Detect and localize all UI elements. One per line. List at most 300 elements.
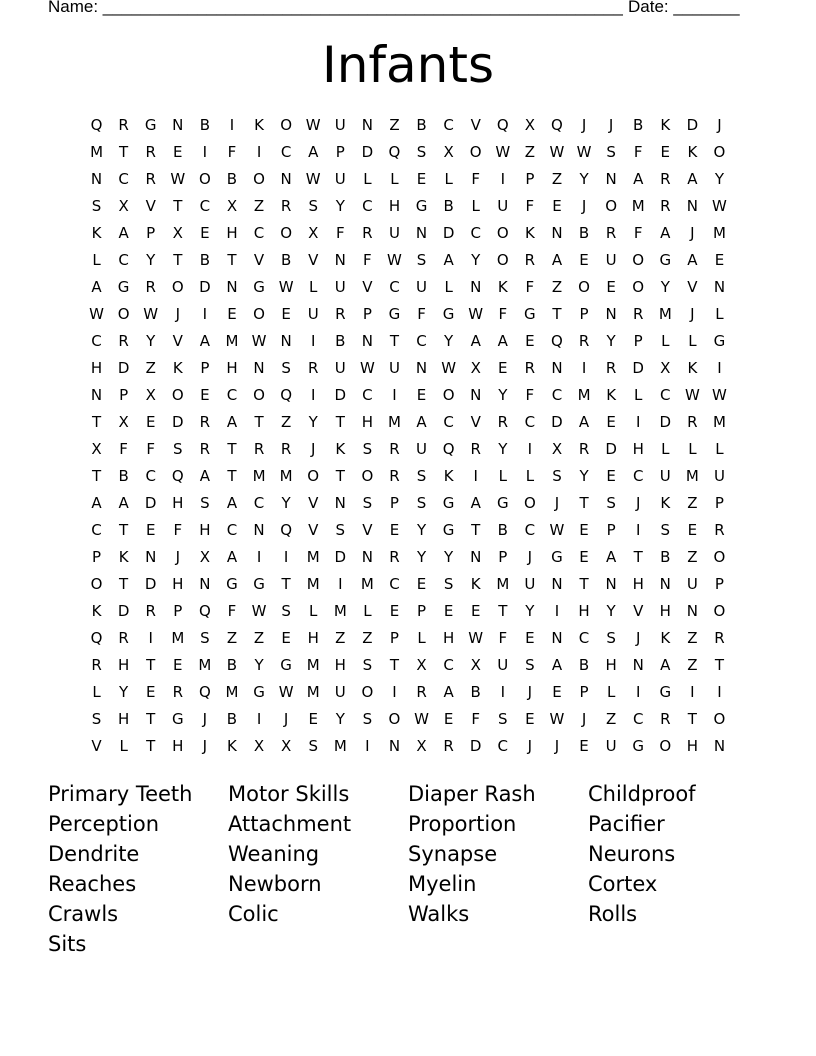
grid-letter[interactable]: L <box>715 304 724 323</box>
grid-letter[interactable]: N <box>686 196 698 215</box>
grid-letter[interactable]: E <box>173 655 183 674</box>
grid-letter[interactable]: E <box>173 142 183 161</box>
grid-letter[interactable]: R <box>280 196 292 215</box>
grid-letter[interactable]: N <box>470 547 482 566</box>
grid-letter[interactable]: Q <box>496 115 509 134</box>
grid-letter[interactable]: O <box>361 682 374 701</box>
grid-letter[interactable]: Y <box>146 250 156 269</box>
grid-letter[interactable]: V <box>362 520 373 539</box>
grid-letter[interactable]: A <box>443 682 454 701</box>
grid-letter[interactable]: C <box>145 466 156 485</box>
grid-letter[interactable]: S <box>91 196 102 215</box>
grid-letter[interactable]: G <box>388 304 401 323</box>
grid-letter[interactable]: T <box>389 331 400 350</box>
grid-letter[interactable]: I <box>690 682 695 701</box>
grid-letter[interactable]: R <box>172 682 183 701</box>
grid-letter[interactable]: O <box>253 385 265 404</box>
grid-letter[interactable]: X <box>443 142 454 161</box>
grid-letter[interactable]: J <box>283 709 289 728</box>
grid-letter[interactable]: F <box>335 223 345 242</box>
grid-letter[interactable]: F <box>417 304 426 323</box>
grid-letter[interactable]: Q <box>551 331 563 350</box>
grid-letter[interactable]: X <box>118 196 129 215</box>
grid-letter[interactable]: P <box>498 547 508 566</box>
grid-letter[interactable]: M <box>360 574 374 593</box>
grid-letter[interactable]: C <box>280 142 292 161</box>
grid-letter[interactable]: E <box>579 520 589 539</box>
grid-letter[interactable]: E <box>552 196 562 215</box>
grid-letter[interactable]: L <box>363 169 372 188</box>
grid-letter[interactable]: R <box>578 331 590 350</box>
grid-letter[interactable]: R <box>145 142 156 161</box>
grid-letter[interactable]: R <box>389 439 400 458</box>
grid-letter[interactable]: W <box>278 277 294 296</box>
grid-letter[interactable]: R <box>118 628 129 647</box>
grid-letter[interactable]: U <box>605 736 617 755</box>
grid-letter[interactable]: M <box>252 466 266 485</box>
grid-letter[interactable]: L <box>688 331 697 350</box>
grid-letter[interactable]: B <box>633 115 644 134</box>
grid-letter[interactable]: W <box>495 142 511 161</box>
grid-letter[interactable]: H <box>199 520 211 539</box>
grid-letter[interactable]: Z <box>687 628 698 647</box>
grid-letter[interactable]: C <box>632 466 644 485</box>
grid-letter[interactable]: T <box>471 520 481 539</box>
grid-letter[interactable]: W <box>441 358 457 377</box>
grid-letter[interactable]: H <box>117 655 130 674</box>
grid-letter[interactable]: R <box>524 250 536 269</box>
grid-letter[interactable]: D <box>659 412 672 431</box>
grid-letter[interactable]: V <box>308 493 319 512</box>
grid-letter[interactable]: Y <box>714 169 725 188</box>
grid-letter[interactable]: C <box>253 493 265 512</box>
grid-letter[interactable]: O <box>713 142 726 161</box>
grid-letter[interactable]: A <box>91 493 102 512</box>
grid-letter[interactable]: T <box>173 250 183 269</box>
grid-letter[interactable]: K <box>470 574 481 593</box>
grid-letter[interactable]: B <box>335 331 346 350</box>
grid-letter[interactable]: M <box>712 223 726 242</box>
grid-letter[interactable]: S <box>525 655 535 674</box>
grid-letter[interactable]: G <box>496 493 509 512</box>
grid-letter[interactable]: G <box>659 250 672 269</box>
grid-letter[interactable]: N <box>226 277 238 296</box>
grid-letter[interactable]: V <box>145 196 156 215</box>
grid-letter[interactable]: B <box>660 547 671 566</box>
grid-letter[interactable]: G <box>253 574 265 593</box>
grid-letter[interactable]: L <box>444 277 453 296</box>
grid-letter[interactable]: G <box>144 115 157 134</box>
grid-letter[interactable]: Z <box>551 277 563 296</box>
grid-letter[interactable]: B <box>280 250 292 269</box>
grid-letter[interactable]: A <box>199 331 210 350</box>
grid-letter[interactable]: N <box>145 547 157 566</box>
grid-letter[interactable]: E <box>227 304 237 323</box>
grid-letter[interactable]: F <box>227 601 237 620</box>
grid-letter[interactable]: G <box>415 196 428 215</box>
grid-letter[interactable]: K <box>497 277 508 296</box>
grid-letter[interactable]: T <box>91 412 102 431</box>
grid-letter[interactable]: E <box>389 601 400 620</box>
grid-letter[interactable]: Y <box>579 169 589 188</box>
grid-letter[interactable]: L <box>688 439 697 458</box>
grid-letter[interactable]: A <box>226 547 238 566</box>
grid-letter[interactable]: K <box>227 736 237 755</box>
grid-letter[interactable]: I <box>256 547 262 566</box>
grid-letter[interactable]: J <box>527 682 533 701</box>
grid-letter[interactable]: I <box>500 682 505 701</box>
grid-letter[interactable]: E <box>552 682 562 701</box>
grid-letter[interactable]: R <box>605 358 617 377</box>
grid-letter[interactable]: W <box>549 142 565 161</box>
grid-letter[interactable]: J <box>690 304 695 323</box>
grid-letter[interactable]: O <box>605 196 618 215</box>
grid-letter[interactable]: G <box>171 709 184 728</box>
grid-letter[interactable]: Q <box>551 115 563 134</box>
grid-letter[interactable]: B <box>578 223 590 242</box>
grid-letter[interactable]: X <box>416 655 427 674</box>
grid-letter[interactable]: X <box>91 439 102 458</box>
grid-letter[interactable]: H <box>605 655 617 674</box>
grid-letter[interactable]: N <box>470 277 482 296</box>
grid-letter[interactable]: Q <box>90 628 103 647</box>
grid-letter[interactable]: G <box>280 655 292 674</box>
grid-letter[interactable]: X <box>416 736 427 755</box>
grid-letter[interactable]: A <box>118 223 129 242</box>
grid-letter[interactable]: E <box>606 466 616 485</box>
grid-letter[interactable]: W <box>576 142 592 161</box>
grid-letter[interactable]: J <box>527 736 533 755</box>
grid-letter[interactable]: W <box>305 169 321 188</box>
grid-letter[interactable]: W <box>89 304 104 323</box>
grid-letter[interactable]: N <box>686 601 698 620</box>
grid-letter[interactable]: J <box>202 709 208 728</box>
grid-letter[interactable]: P <box>525 169 535 188</box>
grid-letter[interactable]: U <box>659 466 671 485</box>
grid-letter[interactable]: A <box>226 412 238 431</box>
grid-letter[interactable]: A <box>416 412 427 431</box>
grid-letter[interactable]: E <box>281 628 291 647</box>
grid-letter[interactable]: R <box>118 115 129 134</box>
grid-letter[interactable]: M <box>306 655 320 674</box>
grid-letter[interactable]: N <box>470 385 482 404</box>
grid-letter[interactable]: C <box>524 520 536 539</box>
grid-letter[interactable]: U <box>713 466 725 485</box>
grid-letter[interactable]: H <box>578 601 590 620</box>
grid-letter[interactable]: B <box>118 466 129 485</box>
grid-letter[interactable]: L <box>634 385 643 404</box>
grid-letter[interactable]: L <box>119 736 128 755</box>
grid-letter[interactable]: J <box>635 628 641 647</box>
grid-letter[interactable]: S <box>200 628 210 647</box>
grid-letter[interactable]: M <box>631 196 645 215</box>
grid-letter[interactable]: T <box>119 142 129 161</box>
grid-letter[interactable]: I <box>392 385 397 404</box>
grid-letter[interactable]: R <box>632 304 644 323</box>
grid-letter[interactable]: N <box>253 358 265 377</box>
grid-letter[interactable]: K <box>172 358 183 377</box>
grid-letter[interactable]: T <box>579 574 589 593</box>
grid-letter[interactable]: F <box>525 277 535 296</box>
grid-letter[interactable]: Y <box>281 493 291 512</box>
grid-letter[interactable]: M <box>333 601 347 620</box>
grid-letter[interactable]: E <box>606 412 616 431</box>
grid-letter[interactable]: O <box>307 466 320 485</box>
grid-letter[interactable]: A <box>551 655 563 674</box>
grid-letter[interactable]: K <box>524 223 535 242</box>
grid-letter[interactable]: C <box>524 412 536 431</box>
grid-letter[interactable]: Q <box>198 601 211 620</box>
grid-letter[interactable]: M <box>306 682 320 701</box>
grid-letter[interactable]: J <box>310 439 316 458</box>
grid-letter[interactable]: Z <box>524 142 535 161</box>
grid-letter[interactable]: X <box>172 223 183 242</box>
grid-letter[interactable]: X <box>470 655 481 674</box>
grid-letter[interactable]: O <box>496 223 509 242</box>
grid-letter[interactable]: I <box>635 682 641 701</box>
grid-letter[interactable]: K <box>118 547 129 566</box>
grid-letter[interactable]: O <box>713 709 726 728</box>
grid-letter[interactable]: P <box>200 358 210 377</box>
grid-letter[interactable]: P <box>633 331 643 350</box>
grid-letter[interactable]: M <box>279 466 293 485</box>
grid-letter[interactable]: J <box>202 736 208 755</box>
grid-letter[interactable]: H <box>442 628 455 647</box>
grid-letter[interactable]: A <box>633 169 644 188</box>
grid-letter[interactable]: B <box>578 655 590 674</box>
grid-letter[interactable]: L <box>715 439 724 458</box>
grid-letter[interactable]: I <box>365 736 370 755</box>
grid-letter[interactable]: P <box>389 628 399 647</box>
grid-letter[interactable]: T <box>579 493 589 512</box>
grid-letter[interactable]: Z <box>253 196 265 215</box>
grid-letter[interactable]: M <box>306 574 320 593</box>
grid-letter[interactable]: Z <box>253 628 265 647</box>
grid-letter[interactable]: G <box>253 682 265 701</box>
grid-letter[interactable]: H <box>361 412 373 431</box>
grid-letter[interactable]: K <box>660 628 671 647</box>
grid-letter[interactable]: M <box>333 736 347 755</box>
grid-letter[interactable]: X <box>308 223 319 242</box>
grid-letter[interactable]: M <box>658 304 672 323</box>
grid-letter[interactable]: W <box>468 628 484 647</box>
grid-letter[interactable]: D <box>199 277 211 296</box>
grid-letter[interactable]: R <box>660 169 671 188</box>
grid-letter[interactable]: R <box>145 277 156 296</box>
grid-letter[interactable]: V <box>253 250 265 269</box>
grid-letter[interactable]: K <box>606 385 617 404</box>
grid-letter[interactable]: A <box>118 493 129 512</box>
grid-letter[interactable]: X <box>551 439 563 458</box>
grid-letter[interactable]: I <box>256 709 262 728</box>
grid-letter[interactable]: E <box>687 520 698 539</box>
grid-letter[interactable]: M <box>712 412 726 431</box>
grid-letter[interactable]: T <box>281 574 291 593</box>
grid-letter[interactable]: T <box>254 412 264 431</box>
grid-letter[interactable]: C <box>389 574 400 593</box>
grid-letter[interactable]: Q <box>198 682 211 701</box>
grid-letter[interactable]: S <box>606 628 616 647</box>
grid-letter[interactable]: S <box>200 493 210 512</box>
grid-letter[interactable]: K <box>660 115 671 134</box>
grid-letter[interactable]: L <box>363 601 372 620</box>
grid-letter[interactable]: G <box>117 277 130 296</box>
grid-letter[interactable]: M <box>225 682 239 701</box>
grid-letter[interactable]: K <box>91 601 102 620</box>
grid-letter[interactable]: W <box>549 709 565 728</box>
grid-letter[interactable]: N <box>172 115 184 134</box>
grid-letter[interactable]: S <box>308 736 318 755</box>
grid-letter[interactable]: E <box>498 358 508 377</box>
grid-letter[interactable]: F <box>498 628 508 647</box>
grid-letter[interactable]: R <box>497 412 508 431</box>
grid-letter[interactable]: U <box>334 115 346 134</box>
grid-letter[interactable]: M <box>387 412 401 431</box>
grid-letter[interactable]: S <box>416 142 427 161</box>
grid-letter[interactable]: H <box>632 574 644 593</box>
grid-letter[interactable]: O <box>253 169 265 188</box>
grid-letter[interactable]: A <box>660 655 671 674</box>
grid-letter[interactable]: F <box>471 709 481 728</box>
grid-letter[interactable]: X <box>199 547 210 566</box>
grid-letter[interactable]: L <box>309 277 318 296</box>
grid-letter[interactable]: B <box>497 520 508 539</box>
grid-letter[interactable]: D <box>361 142 374 161</box>
grid-letter[interactable]: L <box>525 466 535 485</box>
grid-letter[interactable]: U <box>524 574 536 593</box>
grid-letter[interactable]: H <box>307 628 319 647</box>
grid-letter[interactable]: U <box>416 277 428 296</box>
grid-letter[interactable]: G <box>442 520 455 539</box>
grid-letter[interactable]: Z <box>687 655 698 674</box>
grid-letter[interactable]: N <box>605 304 617 323</box>
grid-letter[interactable]: E <box>443 709 454 728</box>
grid-letter[interactable]: S <box>308 196 318 215</box>
grid-letter[interactable]: V <box>91 736 102 755</box>
grid-letter[interactable]: R <box>335 304 346 323</box>
grid-letter[interactable]: O <box>632 277 645 296</box>
grid-letter[interactable]: E <box>443 601 454 620</box>
grid-letter[interactable]: W <box>549 520 565 539</box>
grid-letter[interactable]: S <box>606 493 616 512</box>
grid-letter[interactable]: Y <box>335 709 345 728</box>
grid-letter[interactable]: S <box>91 709 102 728</box>
grid-letter[interactable]: N <box>90 385 103 404</box>
grid-letter[interactable]: F <box>173 520 183 539</box>
grid-letter[interactable]: X <box>524 115 535 134</box>
grid-letter[interactable]: X <box>226 196 238 215</box>
grid-letter[interactable]: P <box>714 493 724 512</box>
grid-letter[interactable]: I <box>527 439 533 458</box>
grid-letter[interactable]: L <box>661 439 670 458</box>
grid-letter[interactable]: S <box>362 493 373 512</box>
grid-letter[interactable]: V <box>687 277 698 296</box>
grid-letter[interactable]: U <box>388 223 400 242</box>
grid-letter[interactable]: S <box>362 655 373 674</box>
grid-letter[interactable]: F <box>525 385 535 404</box>
grid-letter[interactable]: A <box>551 250 563 269</box>
grid-letter[interactable]: R <box>714 628 725 647</box>
grid-letter[interactable]: Y <box>308 412 318 431</box>
grid-letter[interactable]: K <box>254 115 264 134</box>
grid-letter[interactable]: O <box>171 277 184 296</box>
grid-letter[interactable]: O <box>713 601 726 620</box>
grid-letter[interactable]: C <box>91 520 102 539</box>
grid-letter[interactable]: T <box>389 655 400 674</box>
grid-letter[interactable]: B <box>199 115 211 134</box>
grid-letter[interactable]: W <box>359 358 375 377</box>
grid-letter[interactable]: I <box>256 142 262 161</box>
grid-letter[interactable]: A <box>443 250 454 269</box>
grid-letter[interactable]: C <box>226 520 238 539</box>
grid-letter[interactable]: T <box>146 736 156 755</box>
grid-letter[interactable]: E <box>579 736 589 755</box>
grid-letter[interactable]: I <box>581 358 587 377</box>
grid-letter[interactable]: L <box>661 331 670 350</box>
grid-letter[interactable]: A <box>199 466 210 485</box>
grid-letter[interactable]: G <box>713 331 726 350</box>
grid-letter[interactable]: N <box>253 520 265 539</box>
grid-letter[interactable]: N <box>280 169 292 188</box>
grid-letter[interactable]: M <box>198 655 212 674</box>
grid-letter[interactable]: F <box>363 250 372 269</box>
grid-letter[interactable]: L <box>92 250 101 269</box>
grid-letter[interactable]: R <box>362 223 373 242</box>
grid-letter[interactable]: B <box>226 655 238 674</box>
grid-letter[interactable]: E <box>416 574 427 593</box>
grid-letter[interactable]: G <box>551 547 563 566</box>
grid-letter[interactable]: A <box>226 493 238 512</box>
grid-letter[interactable]: M <box>225 331 239 350</box>
grid-letter[interactable]: N <box>551 223 563 242</box>
grid-letter[interactable]: C <box>199 196 211 215</box>
grid-letter[interactable]: O <box>496 250 509 269</box>
grid-letter[interactable]: X <box>660 358 671 377</box>
grid-letter[interactable]: I <box>310 331 316 350</box>
grid-letter[interactable]: J <box>175 547 180 566</box>
grid-letter[interactable]: O <box>713 547 726 566</box>
grid-letter[interactable]: X <box>470 358 481 377</box>
grid-letter[interactable]: B <box>199 250 211 269</box>
grid-letter[interactable]: Q <box>90 115 103 134</box>
grid-letter[interactable]: C <box>551 385 563 404</box>
grid-letter[interactable]: C <box>362 196 373 215</box>
grid-letter[interactable]: Y <box>471 250 481 269</box>
grid-letter[interactable]: S <box>416 493 427 512</box>
grid-letter[interactable]: N <box>551 628 563 647</box>
grid-letter[interactable]: S <box>552 466 562 485</box>
grid-letter[interactable]: I <box>717 358 722 377</box>
grid-letter[interactable]: R <box>714 520 725 539</box>
grid-letter[interactable]: W <box>468 304 484 323</box>
grid-letter[interactable]: X <box>253 736 265 755</box>
grid-letter[interactable]: I <box>635 412 641 431</box>
grid-letter[interactable]: J <box>554 493 560 512</box>
grid-letter[interactable]: P <box>417 601 427 620</box>
grid-letter[interactable]: A <box>687 250 698 269</box>
grid-letter[interactable]: M <box>171 628 185 647</box>
grid-letter[interactable]: O <box>469 142 482 161</box>
grid-letter[interactable]: C <box>253 223 265 242</box>
grid-letter[interactable]: Z <box>145 358 156 377</box>
grid-letter[interactable]: A <box>578 412 590 431</box>
grid-letter[interactable]: V <box>308 520 319 539</box>
grid-letter[interactable]: R <box>660 709 671 728</box>
grid-letter[interactable]: I <box>500 169 505 188</box>
grid-letter[interactable]: I <box>717 682 722 701</box>
grid-letter[interactable]: Z <box>389 115 400 134</box>
grid-letter[interactable]: L <box>390 169 399 188</box>
